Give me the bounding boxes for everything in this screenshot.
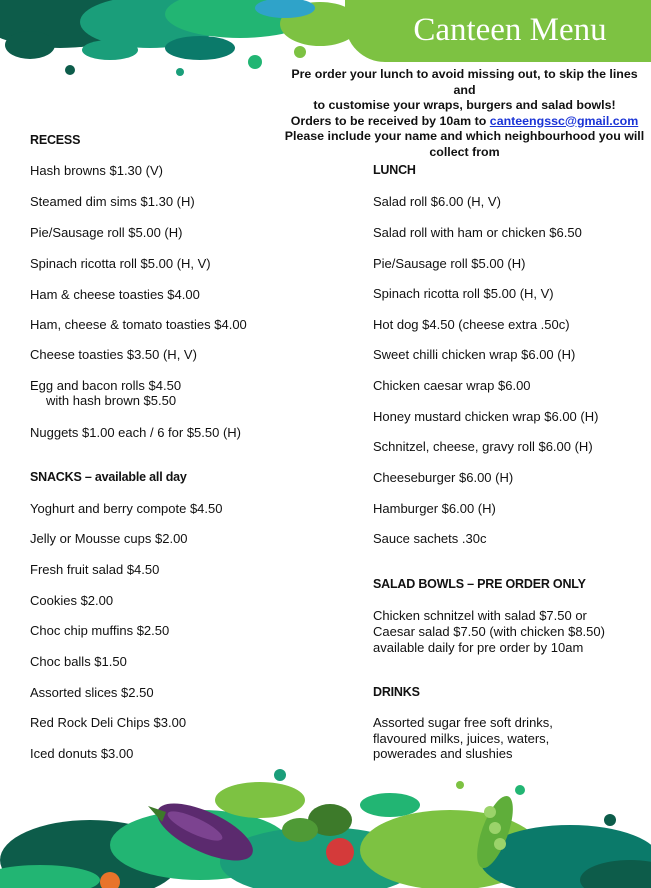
menu-item: Choc balls $1.50 <box>30 654 127 669</box>
menu-item: Hash browns $1.30 (V) <box>30 163 163 178</box>
menu-item-sub: with hash brown $5.50 <box>46 393 177 408</box>
menu-item: Egg and bacon rolls $4.50 <box>30 378 182 393</box>
menu-item: Spinach ricotta roll $5.00 (H, V) <box>373 286 554 301</box>
note-line: to customise your wraps, burgers and salad bowls! <box>313 98 616 112</box>
menu-item: Steamed dim sims $1.30 (H) <box>30 194 195 209</box>
snacks-heading: SNACKS – available all day <box>30 470 187 484</box>
menu-item: Choc chip muffins $2.50 <box>30 623 170 638</box>
menu-item: Red Rock Deli Chips $3.00 <box>30 715 187 730</box>
menu-item: Assorted slices $2.50 <box>30 685 154 700</box>
menu-item: Hamburger $6.00 (H) <box>373 501 496 516</box>
note-line: collect from <box>429 144 500 159</box>
lunch-heading: LUNCH <box>373 163 416 177</box>
menu-item: Pie/Sausage roll $5.00 (H) <box>30 225 183 240</box>
splash-top-left <box>0 0 360 76</box>
salad-bowls-line: available daily for pre order by 10am <box>373 640 584 655</box>
drinks-heading: DRINKS <box>373 685 420 699</box>
menu-item: Spinach ricotta roll $5.00 (H, V) <box>30 256 211 271</box>
menu-item: Cheese toasties $3.50 (H, V) <box>30 347 197 362</box>
menu-item: Schnitzel, cheese, gravy roll $6.00 (H) <box>373 439 593 454</box>
note-line: Pre order your lunch to avoid missing out, to skip the lines and <box>291 67 638 97</box>
menu-item: Cookies $2.00 <box>30 593 114 608</box>
drinks-line: powerades and slushies <box>373 746 513 761</box>
salad-bowls-heading: SALAD BOWLS – PRE ORDER ONLY <box>373 577 586 591</box>
menu-item: Honey mustard chicken wrap $6.00 (H) <box>373 409 599 424</box>
note-line-prefix: Orders to be received by 10am to <box>290 113 490 128</box>
menu-item: Salad roll $6.00 (H, V) <box>373 194 501 209</box>
menu-item: Cheeseburger $6.00 (H) <box>373 470 514 485</box>
menu-item: Ham & cheese toasties $4.00 <box>30 287 200 302</box>
email-link[interactable]: canteengssc@gmail.com <box>489 113 639 128</box>
menu-item: Nuggets $1.00 each / 6 for $5.50 (H) <box>30 425 242 440</box>
note-line: Please include your name and which neighbourhood you will <box>284 129 645 143</box>
page-title: Canteen Menu <box>413 12 607 48</box>
recess-heading: RECESS <box>30 133 81 147</box>
menu-item: Sweet chilli chicken wrap $6.00 (H) <box>373 347 576 362</box>
preorder-note <box>282 67 647 160</box>
menu-item: Yoghurt and berry compote $4.50 <box>30 501 223 516</box>
salad-bowls-line: Chicken schnitzel with salad $7.50 or <box>373 608 587 623</box>
menu-item: Jelly or Mousse cups $2.00 <box>30 531 188 546</box>
menu-item: Ham, cheese & tomato toasties $4.00 <box>30 317 247 332</box>
menu-item: Salad roll with ham or chicken $6.50 <box>373 225 582 240</box>
drinks-line: flavoured milks, juices, waters, <box>373 731 550 746</box>
note-line <box>282 114 647 130</box>
menu-item: Iced donuts $3.00 <box>30 746 134 761</box>
menu-item: Pie/Sausage roll $5.00 (H) <box>373 256 526 271</box>
menu-item: Sauce sachets .30c <box>373 531 487 546</box>
drinks-line: Assorted sugar free soft drinks, <box>373 715 553 730</box>
menu-item: Fresh fruit salad $4.50 <box>30 562 160 577</box>
salad-bowls-line: Caesar salad $7.50 (with chicken $8.50) <box>373 624 605 639</box>
menu-item: Chicken caesar wrap $6.00 <box>373 378 531 393</box>
menu-item: Hot dog $4.50 (cheese extra .50c) <box>373 317 570 332</box>
